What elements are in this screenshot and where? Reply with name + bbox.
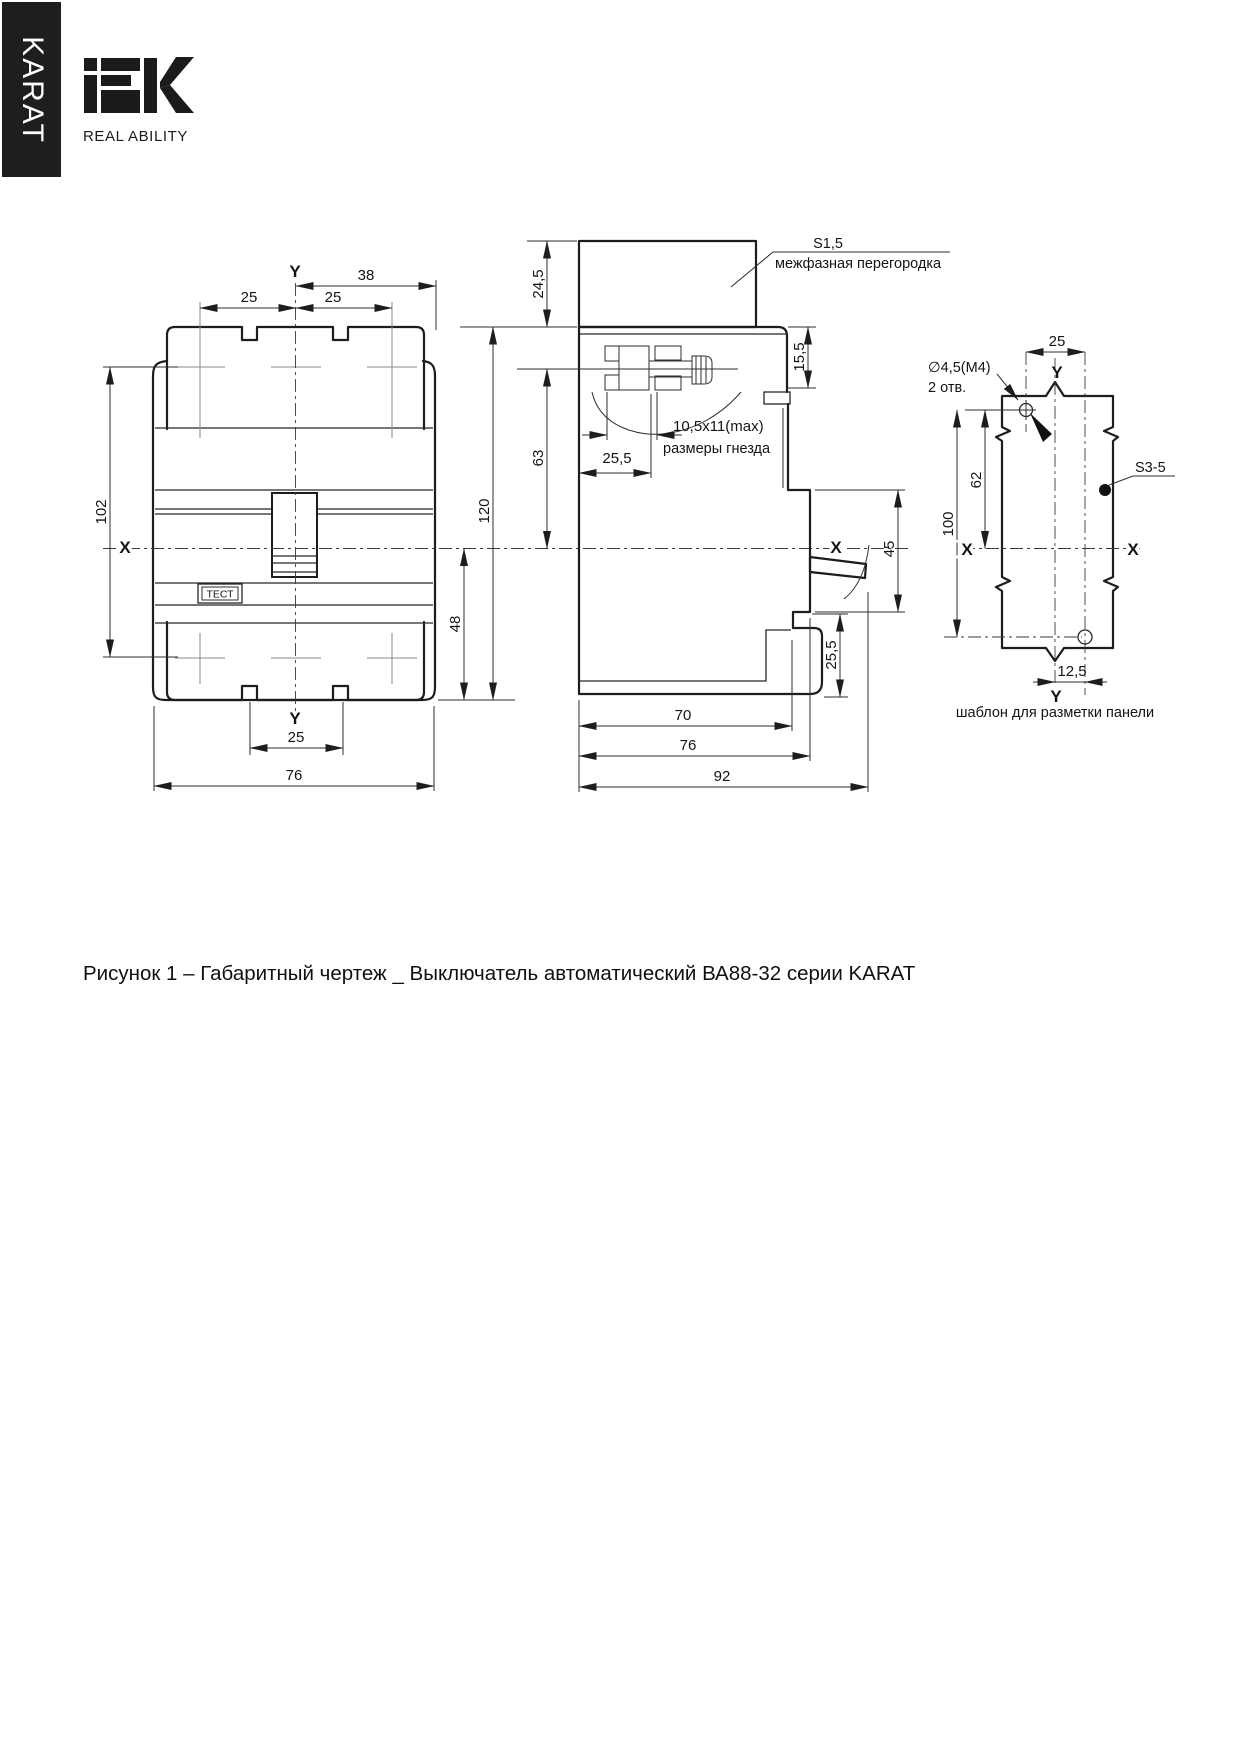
template-axis-x-right: X bbox=[1127, 540, 1139, 559]
interphase-barrier bbox=[579, 241, 756, 327]
note-socket: размеры гнезда bbox=[663, 441, 771, 457]
note-hole-count: 2 отв. bbox=[928, 380, 967, 396]
dim-92: 92 bbox=[713, 768, 731, 785]
figure-caption: Рисунок 1 – Габаритный чертеж _ Выключатель автоматический ВА88-32 серии KARAT bbox=[83, 962, 916, 985]
karat-brand-label: KARAT bbox=[15, 35, 49, 144]
front-handle-recess bbox=[272, 493, 317, 577]
sheet-thickness-leader bbox=[1109, 476, 1175, 485]
template-caption: шаблон для разметки панели bbox=[955, 705, 1155, 721]
dim-24-5: 24,5 bbox=[530, 269, 547, 299]
panel-template-view bbox=[928, 333, 1175, 721]
side-front-face bbox=[788, 404, 810, 628]
dim-15-5: 15,5 bbox=[791, 342, 808, 372]
dim-100: 100 bbox=[940, 511, 957, 537]
bottom-dim-extensions bbox=[438, 592, 868, 792]
side-toggle-handle bbox=[810, 557, 866, 578]
template-axis-y-top: Y bbox=[1051, 363, 1063, 382]
dim-45: 45 bbox=[881, 540, 898, 558]
dim-120: 120 bbox=[476, 498, 493, 524]
dim-25-5-low: 25,5 bbox=[823, 640, 840, 670]
dim-socket: 10,5x11(max) bbox=[673, 418, 764, 435]
template-centerlines bbox=[944, 352, 1140, 695]
template-axis-x-left: X bbox=[961, 540, 973, 559]
dim-76-side: 76 bbox=[679, 737, 697, 754]
dim-25-left: 25 bbox=[240, 289, 258, 306]
note-hole-spec: ∅4,5(M4) bbox=[928, 360, 991, 376]
front-axis-x: X bbox=[119, 538, 131, 557]
note-sheet-thickness: S3-5 bbox=[1135, 460, 1166, 476]
note-barrier-name: межфазная перегородка bbox=[775, 256, 942, 272]
dim-25-bottom: 25 bbox=[287, 729, 305, 746]
side-axis-x: X bbox=[830, 538, 842, 557]
template-axis-y-bottom: Y bbox=[1050, 687, 1062, 706]
dim-25-5-top: 25,5 bbox=[602, 450, 632, 467]
side-body-outline bbox=[579, 327, 787, 392]
side-view bbox=[438, 236, 950, 792]
iek-tagline: REAL ABILITY bbox=[83, 128, 189, 145]
dim-102: 102 bbox=[93, 499, 110, 525]
dim-70: 70 bbox=[674, 707, 692, 724]
dimensional-drawing bbox=[0, 0, 1242, 830]
sheet-thickness-dot bbox=[1099, 484, 1111, 496]
dim-template-25: 25 bbox=[1048, 333, 1066, 350]
test-button-label: ТЕСТ bbox=[206, 588, 234, 601]
template-plate bbox=[996, 382, 1118, 661]
dim-76-front: 76 bbox=[285, 767, 303, 784]
side-bracket-foot bbox=[764, 392, 790, 404]
dim-12-5: 12,5 bbox=[1057, 663, 1087, 680]
front-axis-y-top: Y bbox=[289, 262, 301, 281]
dim-48: 48 bbox=[447, 615, 464, 633]
dim-25-right: 25 bbox=[324, 289, 342, 306]
front-view bbox=[93, 262, 908, 791]
front-axis-y-bottom: Y bbox=[289, 709, 301, 728]
dim-63: 63 bbox=[530, 449, 547, 467]
dim-socket-extensions bbox=[607, 392, 657, 440]
side-inner-lines bbox=[579, 334, 791, 681]
dim-62: 62 bbox=[968, 471, 985, 489]
test-button bbox=[198, 584, 242, 603]
note-s1-5: S1,5 bbox=[813, 236, 843, 252]
screw-direction-arrow bbox=[1030, 413, 1052, 442]
dim-38: 38 bbox=[357, 267, 375, 284]
